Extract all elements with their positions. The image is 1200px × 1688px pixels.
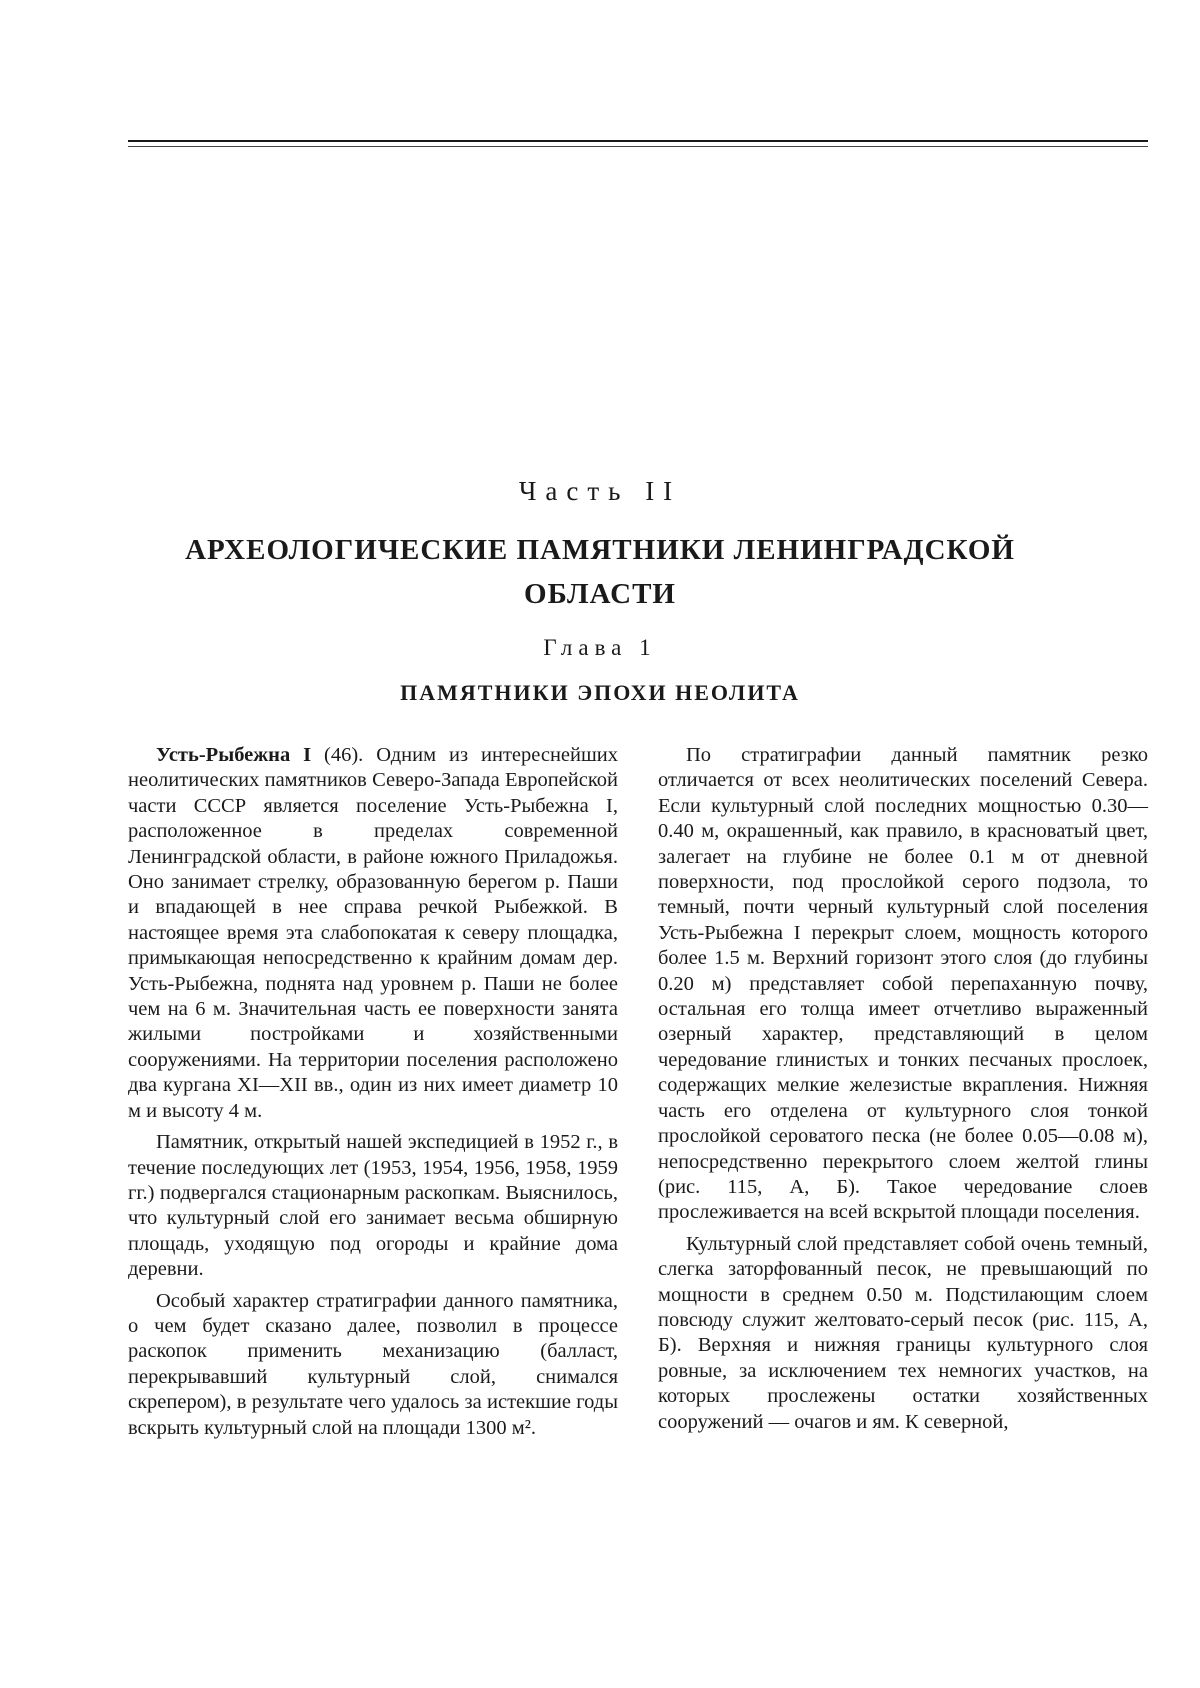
left-column (128, 743, 618, 1441)
right-column (658, 743, 1148, 1435)
main-title: АРХЕОЛОГИЧЕСКИЕ ПАМЯТНИКИ ЛЕНИНГРАДСКОЙ ОБЛАСТИ (185, 534, 1015, 610)
paragraph-text: (46). Одним из интереснейших неолитических памятников Северо-Запада Европейской части СССР является поселение Усть-Рыбежна I, расположенное в пределах современной Ленинградской области, в районе южного Приладожья. Оно занимает стрелку, образованную берегом р. Паши и впадающей в нее справа речкой Рыбежкой. В настоящее время эта слабопокатая к северу площадка, примыкающая непосредственно к крайним домам дер. Усть-Рыбежна, поднята над уровнем р. Паши не более чем на 6 м. Значительная часть ее поверхности занята жилыми постройками и хозяйственными сооружениями. На территории поселения расположено два кургана XI—XII вв., один из них имеет диаметр 10 м и высоту 4 м. (128, 744, 619, 1122)
paragraph: Памятник, открытый нашей экспедицией в 1952 г., в течение последующих лет (1953, 1954, 1956, 1958, 1959 гг.) подвергался стационарным раскопкам. Выяснилось, что культурный слой его занимает весьма обширную площадь, уходящую под огороды и крайние дома деревни. (128, 1131, 618, 1281)
chapter-title: ПАМЯТНИКИ ЭПОХИ НЕОЛИТА (400, 680, 800, 705)
paragraph (128, 743, 618, 1124)
part-label: Часть II (518, 476, 682, 506)
paragraph: Особый характер стратиграфии данного памятника, о чем будет сказано далее, позволил в процессе раскопок применить механизацию (балласт, перекрывавший культурный слой, снимался скрепером), в результате чего удалось за истекшие годы вскрыть культурный слой на площади 1300 м². (128, 1289, 618, 1439)
header-rule (128, 140, 1148, 142)
chapter-label: Глава 1 (543, 635, 657, 660)
paragraph: По стратиграфии данный памятник резко отличается от всех неолитических поселений Севера. Если культурный слой последних мощностью 0.30—0.40 м, окрашенный, как правило, в красноватый цвет, залегает на глубине не более 0.1 м от дневной поверхности, под прослойкой серого подзола, то темный, почти черный культурный слой поселения Усть-Рыбежна I перекрыт слоем, мощность которого более 1.5 м. Верхний горизонт этого слоя (до глубины 0.20 м) представляет собой перепаханную почву, остальная его толща имеет отчетливо выраженный озерный характер, представляющий в целом чередование глинистых и тонких песчаных прослоек, содержащих мелкие железистые вкрапления. Нижняя часть его отделена от культурного слоя тонкой прослойкой сероватого песка (не более 0.05—0.08 м), непосредственно перекрытого слоем желтой глины (рис. 115, А, Б). Такое чередование слоев прослеживается на всей вскрытой площади поселения. (658, 744, 1148, 1224)
paragraph: Культурный слой представляет собой очень темный, слегка заторфованный песок, не превышающий по мощности в среднем 0.50 м. Подстилающим слоем повсюду служит желтовато-серый песок (рис. 115, А, Б). Верхняя и нижняя границы культурного слоя ровные, за исключением тех немногих участков, на которых прослежены остатки хозяйственных сооружений — очагов и ям. К северной, (658, 1232, 1148, 1433)
site-name: Усть-Рыбежна I (156, 744, 312, 766)
header-rule-thin (128, 146, 1148, 147)
